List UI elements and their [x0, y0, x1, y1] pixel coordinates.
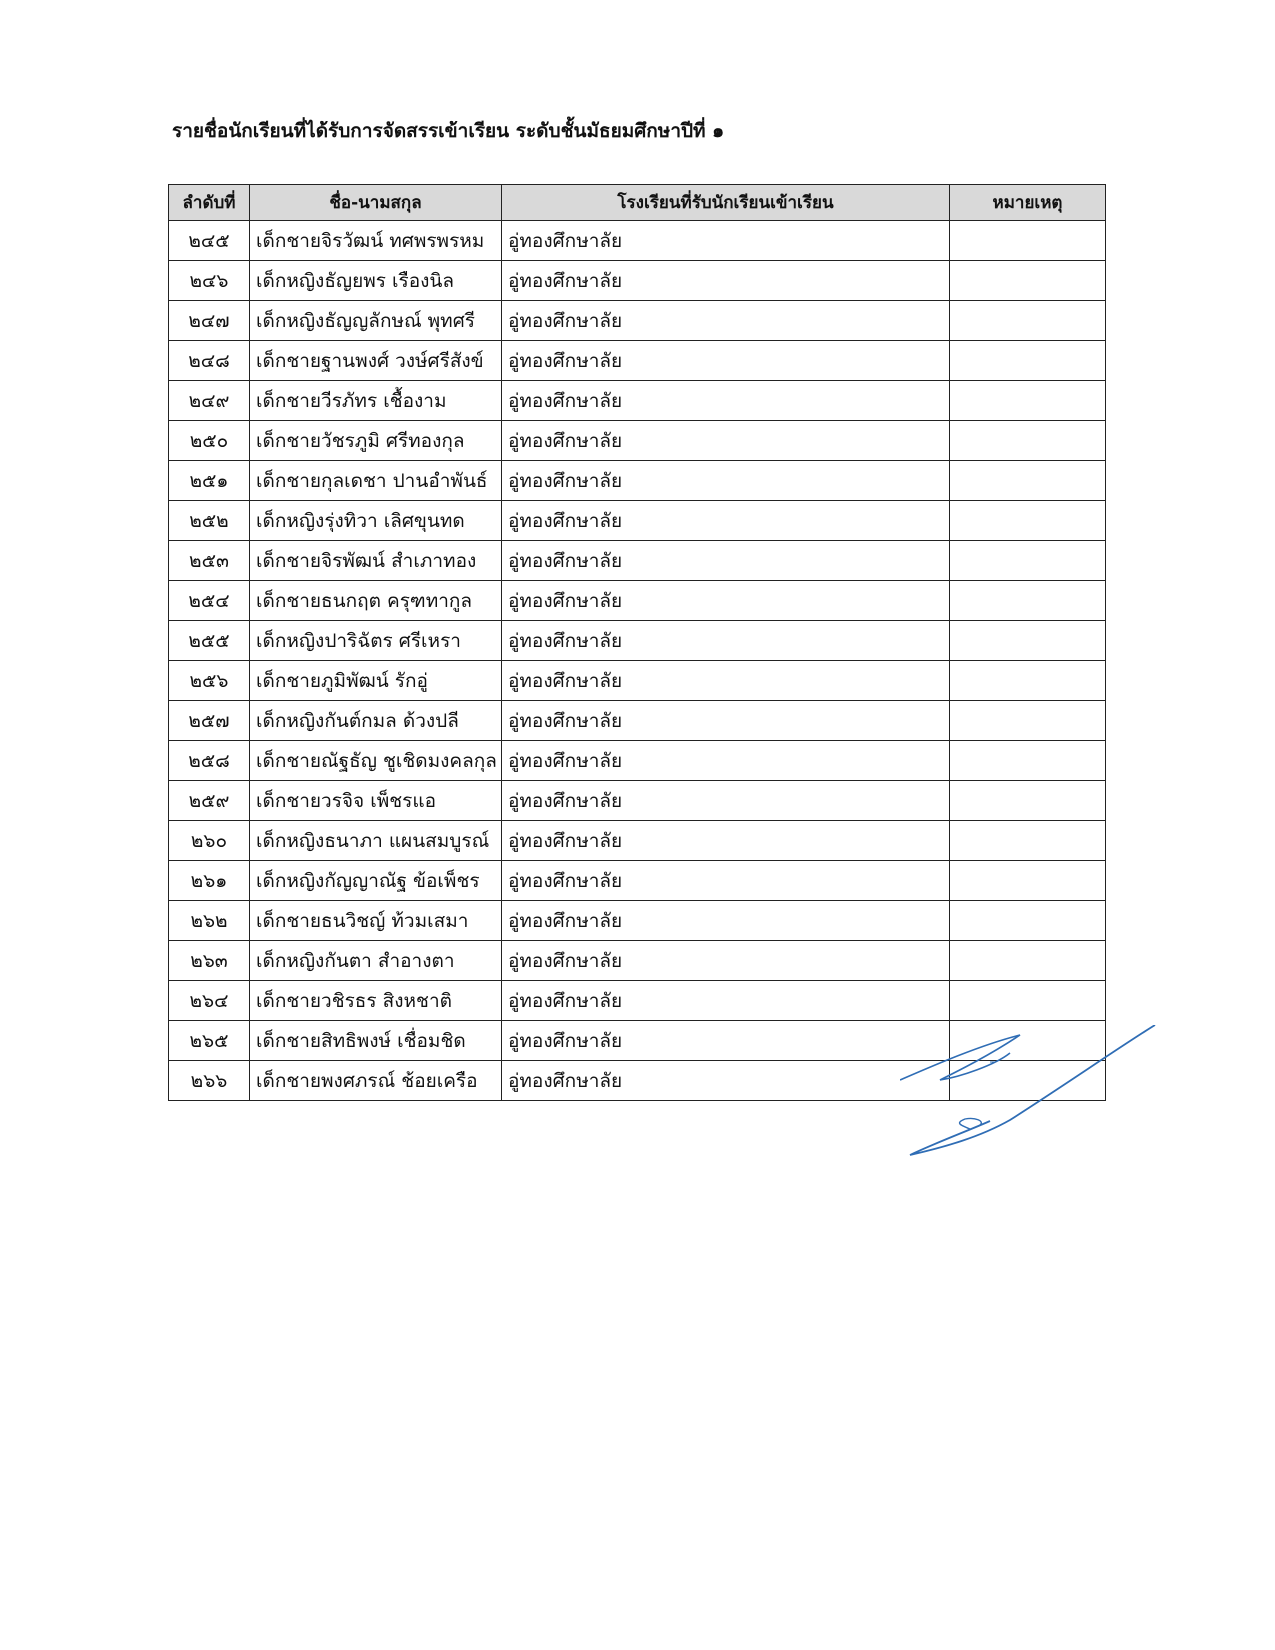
table-row: [169, 461, 1106, 501]
cell-no: ๒๔๙: [169, 381, 250, 421]
cell-note: [950, 861, 1106, 901]
cell-name: เด็กชายพงศภรณ์ ช้อยเครือ: [250, 1061, 502, 1101]
cell-name: เด็กหญิงรุ่งทิวา เลิศขุนทด: [250, 501, 502, 541]
cell-note: [950, 301, 1106, 341]
cell-school: อู่ทองศึกษาลัย: [502, 901, 950, 941]
cell-school: อู่ทองศึกษาลัย: [502, 301, 950, 341]
cell-school: อู่ทองศึกษาลัย: [502, 821, 950, 861]
cell-school: อู่ทองศึกษาลัย: [502, 581, 950, 621]
table-row: [169, 661, 1106, 701]
table-row: [169, 861, 1106, 901]
cell-school: อู่ทองศึกษาลัย: [502, 261, 950, 301]
cell-name: เด็กชายธนกฤต ครุฑทากูล: [250, 581, 502, 621]
cell-name: เด็กหญิงธัญญลักษณ์ พุทศรี: [250, 301, 502, 341]
cell-no: ๒๔๘: [169, 341, 250, 381]
column-header-name: ชื่อ-นามสกุล: [250, 185, 502, 221]
table-row: [169, 701, 1106, 741]
column-header-note: หมายเหตุ: [950, 185, 1106, 221]
cell-name: เด็กชายวชิรธร สิงหชาติ: [250, 981, 502, 1021]
cell-name: เด็กชายสิทธิพงษ์ เชื่อมชิด: [250, 1021, 502, 1061]
cell-no: ๒๖๓: [169, 941, 250, 981]
table-row: [169, 221, 1106, 261]
cell-school: อู่ทองศึกษาลัย: [502, 701, 950, 741]
cell-no: ๒๖๖: [169, 1061, 250, 1101]
table-row: [169, 261, 1106, 301]
cell-no: ๒๕๐: [169, 421, 250, 461]
table-row: [169, 941, 1106, 981]
cell-name: เด็กชายวรจิจ เพ็ชรแอ: [250, 781, 502, 821]
cell-name: เด็กชายวีรภัทร เชื้องาม: [250, 381, 502, 421]
cell-name: เด็กชายภูมิพัฒน์ รักอู่: [250, 661, 502, 701]
cell-name: เด็กชายณัฐธัญ ชูเชิดมงคลกุล: [250, 741, 502, 781]
cell-note: [950, 741, 1106, 781]
cell-no: ๒๕๙: [169, 781, 250, 821]
cell-note: [950, 901, 1106, 941]
cell-name: เด็กหญิงปาริฉัตร ศรีเหรา: [250, 621, 502, 661]
table-row: [169, 981, 1106, 1021]
cell-name: เด็กหญิงธัญยพร เรืองนิล: [250, 261, 502, 301]
cell-name: เด็กชายจิรวัฒน์ ทศพรพรหม: [250, 221, 502, 261]
cell-school: อู่ทองศึกษาลัย: [502, 941, 950, 981]
cell-note: [950, 821, 1106, 861]
cell-note: [950, 501, 1106, 541]
cell-school: อู่ทองศึกษาลัย: [502, 1021, 950, 1061]
table-row: [169, 781, 1106, 821]
cell-name: เด็กชายกุลเดชา ปานอำพันธ์: [250, 461, 502, 501]
student-allocation-table: [168, 184, 1106, 1101]
cell-school: อู่ทองศึกษาลัย: [502, 861, 950, 901]
table-row: [169, 381, 1106, 421]
cell-note: [950, 381, 1106, 421]
cell-no: ๒๖๕: [169, 1021, 250, 1061]
table-row: [169, 621, 1106, 661]
cell-note: [950, 661, 1106, 701]
cell-school: อู่ทองศึกษาลัย: [502, 661, 950, 701]
cell-name: เด็กชายจิรพัฒน์ สำเภาทอง: [250, 541, 502, 581]
cell-note: [950, 581, 1106, 621]
table-row: [169, 301, 1106, 341]
cell-school: อู่ทองศึกษาลัย: [502, 341, 950, 381]
cell-name: เด็กชายธนวิชญ์ ท้วมเสมา: [250, 901, 502, 941]
cell-school: อู่ทองศึกษาลัย: [502, 741, 950, 781]
cell-school: อู่ทองศึกษาลัย: [502, 981, 950, 1021]
signature: [900, 1025, 1165, 1175]
column-header-school: โรงเรียนที่รับนักเรียนเข้าเรียน: [502, 185, 950, 221]
cell-note: [950, 461, 1106, 501]
column-header-no: ลำดับที่: [169, 185, 250, 221]
cell-name: เด็กหญิงกันตา สำอางตา: [250, 941, 502, 981]
cell-school: อู่ทองศึกษาลัย: [502, 541, 950, 581]
cell-school: อู่ทองศึกษาลัย: [502, 621, 950, 661]
signature-stroke: [960, 1118, 982, 1129]
cell-no: ๒๔๕: [169, 221, 250, 261]
cell-name: เด็กหญิงธนาภา แผนสมบูรณ์: [250, 821, 502, 861]
page-title: รายชื่อนักเรียนที่ได้รับการจัดสรรเข้าเรียน ระดับชั้นมัธยมศึกษาปีที่ ๑: [172, 120, 725, 142]
table-row: [169, 341, 1106, 381]
cell-name: เด็กชายฐานพงศ์ วงษ์ศรีสังข์: [250, 341, 502, 381]
cell-school: อู่ทองศึกษาลัย: [502, 1061, 950, 1101]
table-body: [169, 221, 1106, 1101]
cell-note: [950, 941, 1106, 981]
cell-no: ๒๖๑: [169, 861, 250, 901]
cell-note: [950, 341, 1106, 381]
cell-note: [950, 781, 1106, 821]
table-row: [169, 901, 1106, 941]
cell-no: ๒๕๒: [169, 501, 250, 541]
cell-school: อู่ทองศึกษาลัย: [502, 221, 950, 261]
cell-note: [950, 981, 1106, 1021]
cell-no: ๒๕๗: [169, 701, 250, 741]
table-row: [169, 421, 1106, 461]
cell-note: [950, 261, 1106, 301]
signature-stroke: [900, 1035, 1020, 1080]
cell-no: ๒๕๘: [169, 741, 250, 781]
cell-name: เด็กหญิงกันต์กมล ด้วงปลี: [250, 701, 502, 741]
table-row: [169, 541, 1106, 581]
cell-school: อู่ทองศึกษาลัย: [502, 781, 950, 821]
cell-no: ๒๔๖: [169, 261, 250, 301]
table-row: [169, 581, 1106, 621]
table-row: [169, 821, 1106, 861]
cell-no: ๒๕๑: [169, 461, 250, 501]
table-row: [169, 741, 1106, 781]
cell-no: ๒๔๗: [169, 301, 250, 341]
cell-no: ๒๕๔: [169, 581, 250, 621]
table-row: [169, 501, 1106, 541]
cell-note: [950, 221, 1106, 261]
cell-school: อู่ทองศึกษาลัย: [502, 501, 950, 541]
cell-school: อู่ทองศึกษาลัย: [502, 421, 950, 461]
cell-no: ๒๕๓: [169, 541, 250, 581]
cell-note: [950, 701, 1106, 741]
cell-no: ๒๕๖: [169, 661, 250, 701]
signature-stroke: [910, 1025, 1155, 1155]
cell-note: [950, 421, 1106, 461]
cell-note: [950, 541, 1106, 581]
cell-name: เด็กหญิงกัญญาณัฐ ข้อเพ็ชร: [250, 861, 502, 901]
cell-no: ๒๕๕: [169, 621, 250, 661]
cell-no: ๒๖๐: [169, 821, 250, 861]
cell-school: อู่ทองศึกษาลัย: [502, 381, 950, 421]
cell-school: อู่ทองศึกษาลัย: [502, 461, 950, 501]
cell-no: ๒๖๔: [169, 981, 250, 1021]
cell-no: ๒๖๒: [169, 901, 250, 941]
table-header-row: [169, 185, 1106, 221]
cell-name: เด็กชายวัชรภูมิ ศรีทองกุล: [250, 421, 502, 461]
cell-note: [950, 621, 1106, 661]
